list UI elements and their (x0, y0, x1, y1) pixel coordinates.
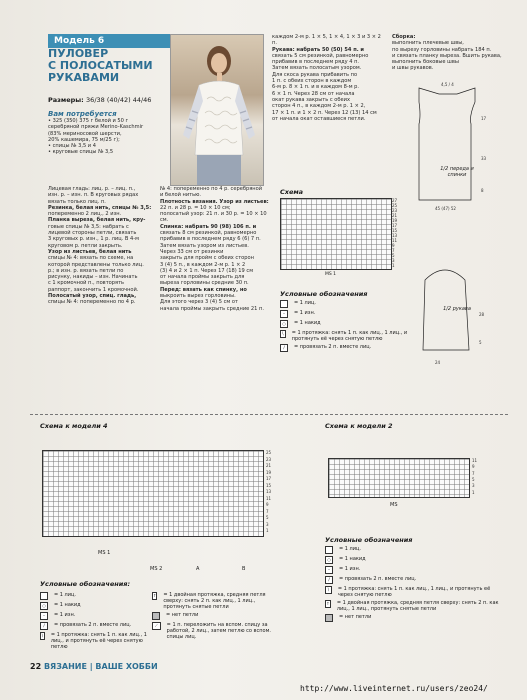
row-number: 25 (266, 450, 272, 455)
legend-text: = 1 изн. (339, 566, 361, 572)
text-line: и белой нитью. (160, 192, 202, 199)
double-decrease-icon: ↑ (153, 593, 157, 598)
text-line: рисунку, накиды – изн. Начинать (48, 274, 138, 281)
legend-item (325, 546, 505, 554)
row-number: 5 (392, 253, 395, 258)
row-number: 7 (472, 470, 475, 476)
materials-line: (83% мериносовой шерсти, (48, 130, 122, 137)
pattern-label-sleeve: 1/2 рукава (443, 306, 471, 312)
legend-text: = 1 протяжка: снять 1 п. как лиц., 1 лиц., и протянуть её через снятую петлю (337, 586, 491, 598)
text-line: лицевой стороны петли, связать (48, 230, 137, 237)
schema-2-label: Схема к модели 2 (325, 422, 393, 430)
text-line: сторон 4 п., в каждом 2-м р. 1 × 2, (272, 103, 366, 110)
legend-item (280, 300, 420, 308)
legend-item (40, 592, 150, 600)
text-line: с 1 кромочной п., повторять (48, 280, 125, 287)
row-number: 17 (266, 476, 272, 481)
text-line: 3 (4) 5 п., в каждом 2-м р. 1 × 2 (160, 261, 246, 268)
row-number: 13 (392, 233, 398, 238)
text-line: выполнить боковые швы (392, 59, 459, 66)
sizes (48, 96, 151, 104)
legend-text: = 1 накид (54, 602, 81, 608)
text-line: № 4: попеременно по 4 р. серебряной (160, 186, 263, 192)
materials-line: серебряной пряжи Merino-Kaschmir (48, 124, 144, 131)
no-stitch-icon (325, 614, 333, 622)
legend-item (152, 592, 280, 610)
legend-item (325, 600, 505, 612)
slip-decrease-icon: \ (41, 633, 44, 638)
materials-line: • круговые спицы № 3,5 (48, 149, 114, 156)
text-line: Для этого через 3 (4) 5 см от (160, 299, 238, 306)
text-line: 3 круговых р. изн., 1 р. лиц. В 4-м (48, 236, 139, 243)
svg-text:4,5 / 4: 4,5 / 4 (441, 82, 454, 87)
text-line: Планка выреза, белая нить, кру- (48, 217, 146, 224)
text-line: р.; в изн. р. вязать петли по (48, 267, 124, 274)
svg-text:8: 8 (481, 188, 484, 193)
legend-item (325, 614, 505, 622)
knit-two-together-icon: / (280, 344, 288, 352)
knit-two-together-icon: / (325, 576, 333, 584)
title-line-1: ПУЛОВЕР (48, 47, 109, 60)
materials-lines (48, 118, 168, 156)
legend-item (325, 586, 505, 598)
schema-top-label: Схема (280, 188, 304, 196)
legend-text: = 1 изн. (54, 612, 76, 618)
row-number: 19 (392, 218, 398, 223)
schema-4-grid (42, 450, 264, 537)
text-line: Перед: вязать как спинку, но (160, 286, 247, 293)
text-line: от начала окат оставшиеся петли. (272, 115, 366, 122)
legend-item (40, 602, 150, 610)
text-line: попеременно 2 лиц., 2 изн. (48, 211, 122, 218)
row-number: 7 (266, 508, 269, 514)
text-line: и швы рукавов. (392, 65, 434, 72)
slip-decrease-icon: \ (325, 586, 332, 594)
row-number: 11 (472, 458, 478, 463)
text-column-middle (160, 186, 270, 312)
schema-4-a: A (196, 566, 200, 572)
text-line: 6-м р. 8 × 1 п. и в каждом 8-м р. (272, 84, 360, 91)
legend-text: = 1 накид (339, 556, 366, 562)
row-number: 9 (472, 464, 475, 470)
legend-item (325, 556, 505, 564)
row-number: 21 (392, 213, 398, 218)
text-line: 17 × 1 п. и 1 × 2 п. Через 12 (13) 14 см (272, 109, 377, 116)
row-number: 25 (392, 203, 398, 208)
section-divider (30, 414, 508, 415)
model-photo (170, 34, 264, 186)
schema-4-ms1: MS 1 (98, 550, 111, 556)
row-number: 27 (392, 198, 398, 203)
legend-2-heading: Условные обозначения (325, 536, 413, 544)
magazine-name: ВЯЗАНИЕ | ВАШЕ ХОББИ (43, 662, 158, 671)
title-line-3: РУКАВАМИ (48, 71, 120, 84)
legend-text: = провязать 2 п. вместе лиц. (339, 576, 417, 582)
no-stitch-icon (152, 612, 160, 620)
legend-text: = провязать 2 п. вместе лиц. (54, 622, 132, 628)
svg-text:28: 28 (479, 312, 485, 317)
cable-icon: ⟋ (152, 622, 161, 630)
row-number: 5 (266, 515, 269, 520)
row-number: 11 (392, 238, 398, 243)
row-number: 3 (472, 483, 475, 489)
text-line: Плотность вязания. Узор из листьев: (160, 198, 269, 205)
text-line: выполнить плечевые швы, (392, 40, 464, 47)
purl-icon: – (280, 310, 288, 318)
text-line: по вырезу горловины набрать 184 п. (392, 46, 492, 53)
row-number: 1 (266, 528, 269, 533)
legend-text: = 1 п. переложить на вспом. спицу за работой, 2 лиц., затем петлю со вспом. спицы лиц. (166, 622, 271, 640)
row-number: 1 (392, 263, 395, 268)
legend-text: = 1 накид (294, 320, 321, 326)
legend-item (40, 632, 150, 650)
knit-icon (40, 592, 48, 600)
legend-top (280, 290, 420, 354)
pattern-label-front-back: 1/2 переда и спинки (440, 166, 474, 178)
text-line: (3) 4 и 2 × 1 п. Через 17 (18) 19 см (160, 267, 254, 274)
text-line: спицы № 4: вязать по схеме, на (48, 255, 134, 262)
page-number: 22 (30, 662, 42, 671)
row-number: 19 (266, 469, 272, 475)
legend-text: = 1 двойная протяжка, средняя петля сверху: снять 2 п. как лиц., 1 лиц., протянуть снятые петли (336, 600, 499, 612)
legend-item (280, 344, 420, 352)
legend-2 (325, 536, 505, 624)
text-line: спицы № 4: попеременно по 4 р. (48, 299, 136, 306)
text-line: Через 33 см от резинки (160, 248, 224, 255)
legend-text: = 1 протяжка: снять 1 п. как лиц., 1 лиц., и протянуть её через снятую петлю (291, 330, 408, 342)
text-line: 6 × 1 п. Через 28 см от начала (272, 90, 355, 97)
text-line: и связать планку выреза. Вшить рукава, (392, 52, 502, 59)
legend-text: = провязать 2 п. вместе лиц. (294, 344, 372, 350)
legend-text: = 1 лиц. (339, 546, 361, 552)
schema-top-ms: MS 1 (325, 272, 337, 277)
svg-text:33: 33 (481, 156, 487, 161)
legend-text: = нет петли (166, 612, 199, 618)
text-line: Затем вязать узором из листьев. (160, 242, 249, 249)
text-line: выкроить вырез горловины. (160, 293, 236, 300)
legend-item (40, 622, 150, 630)
row-number: 3 (266, 521, 269, 527)
materials-line: 20% кашемира, 75 м/25 г); (48, 136, 120, 143)
schema-4-label: Схема к модели 4 (40, 422, 108, 430)
text-line: от начала проймы закрыть для (160, 274, 245, 281)
text-line: 22 п. и 28 р. = 10 × 10 см; (160, 204, 231, 211)
svg-text:5: 5 (479, 340, 482, 345)
text-line: каждом 2-м р. 1 × 5, 1 × 4, 1 × 3 и 3 × 2 п. (272, 34, 381, 47)
text-line: раппорт, закончить 1 кромочной. (48, 286, 139, 293)
purl-icon: – (325, 566, 333, 574)
text-line: Для скоса рукава прибавить по (272, 71, 358, 78)
text-line: изн. р. – изн. п. В круговых рядах (48, 192, 139, 199)
knit-icon (280, 300, 288, 308)
text-line: Резинка, белая нить, спицы № 3,5: (48, 204, 152, 211)
title-line-2: С ПОЛОСАТЫМИ (48, 59, 153, 72)
row-number: 23 (392, 208, 398, 213)
assembly-heading: Сборка: (392, 34, 416, 40)
text-line: Затем вязать полосатым узором. (272, 65, 362, 72)
schema-4-ms2: MS 2 (150, 566, 163, 572)
sizes-value: 36/38 (40/42) 44/46 (86, 96, 152, 104)
row-number: 9 (392, 243, 395, 248)
row-number: 5 (472, 476, 475, 482)
text-line: полосатый узор: 21 п. и 30 р. = 10 × 10 см. (160, 211, 267, 224)
legend-item (280, 320, 420, 328)
text-line: Лицевая гладь: лиц. р. – лиц. п., (48, 186, 136, 192)
title-block (48, 48, 158, 84)
legend-item (280, 330, 420, 342)
text-line: связать 8 см резинкой, равномерно (160, 230, 257, 237)
legend-item (325, 566, 505, 574)
text-line: прибавив в последнем ряду 4 п. (272, 59, 360, 66)
legend-text: = 1 двойная протяжка, средняя петля сверху: снять 2 п. как лиц., 1 лиц., протянуть снятые петли (163, 592, 266, 610)
text-line: круговом р. петли закрыть. (48, 242, 123, 249)
legend-top-heading: Условные обозначения (280, 290, 368, 298)
text-line: Узор из листьев, белая нить (48, 248, 132, 255)
knit-icon (325, 546, 333, 554)
double-decrease-icon: ↑ (326, 601, 330, 606)
text-column-right (272, 34, 384, 122)
yarn-over-icon: ○ (325, 556, 333, 564)
legend-item (40, 612, 150, 620)
row-number: 15 (266, 482, 272, 488)
legend-4-heading: Условные обозначения: (40, 580, 131, 588)
yarn-over-icon: ○ (280, 320, 288, 328)
legend-item (280, 310, 420, 318)
row-number: 17 (392, 223, 398, 228)
svg-text:45 (47) 52: 45 (47) 52 (435, 206, 456, 211)
legend-item (152, 612, 280, 620)
text-line: Полосатый узор, спиц. гладь, (48, 293, 137, 300)
model-figure-icon (171, 35, 263, 185)
schema-4-b: B (242, 566, 246, 572)
text-line: прибавив в последнем ряду 6 (6) 7 п. (160, 236, 261, 243)
row-number: 23 (266, 456, 272, 462)
assembly-block (392, 34, 504, 72)
sizes-label: Размеры: (48, 96, 84, 104)
row-number: 9 (266, 502, 269, 507)
knit-two-together-icon: / (40, 622, 48, 630)
legend-item (152, 622, 280, 640)
row-number: 11 (266, 495, 272, 501)
row-number: 15 (392, 228, 398, 233)
text-line: окат рукава закрыть с обеих (272, 96, 350, 103)
legend-text: = нет петли (339, 614, 372, 620)
source-url: http://www.liveinternet.ru/users/zeo24/ (300, 684, 488, 693)
row-number: 1 (472, 489, 475, 495)
legend-4 (40, 580, 280, 588)
slip-decrease-icon: \ (280, 330, 286, 338)
text-line: закрыть для пройм с обеих сторон (160, 255, 254, 262)
row-number: 21 (266, 463, 272, 468)
svg-text:24: 24 (435, 360, 441, 365)
text-line: вязать только лиц. п. (48, 198, 106, 205)
legend-text: = 1 лиц. (294, 300, 316, 306)
row-number: 7 (392, 248, 395, 253)
purl-icon: – (40, 612, 48, 620)
row-number: 3 (392, 258, 395, 263)
legend-4-col-2 (152, 590, 280, 642)
text-line: 1 п. с обеих сторон в каждом (272, 78, 352, 85)
yarn-over-icon: ○ (40, 602, 48, 610)
text-line: Рукава: набрать 50 (50) 54 п. и (272, 46, 365, 53)
text-line: начала проймы закрыть средние 21 п. (160, 305, 264, 312)
model-header: Модель 6 (48, 34, 172, 48)
legend-4-col-1 (40, 590, 150, 652)
footer-left (30, 662, 158, 671)
text-line: Спинка: набрать 90 (98) 106 п. и (160, 223, 257, 230)
text-line: говые спицы № 3,5: набрать с (48, 223, 129, 230)
schema-2-grid (328, 458, 470, 498)
legend-text: = 1 изн. (294, 310, 316, 316)
svg-text:17: 17 (481, 116, 487, 121)
text-line: выреза горловины средние 30 п. (160, 280, 249, 287)
text-line: которой представлены только лиц. (48, 261, 144, 268)
schema-top-grid (280, 198, 392, 270)
text-column-left (48, 186, 156, 306)
legend-text: = 1 лиц. (54, 592, 76, 598)
legend-item (325, 576, 505, 584)
materials-line: • спицы № 3,5 и 4 (48, 143, 96, 150)
materials-block (48, 110, 168, 156)
row-number: 13 (266, 489, 272, 494)
text-line: связать 5 см резинкой, равномерно (272, 52, 369, 59)
materials-line: • 325 (350) 375 г белой и 50 г (48, 118, 129, 124)
legend-text: = 1 протяжка: снять 1 п. как лиц., 1 лиц., и протянуть её через снятую петлю (50, 632, 147, 650)
schema-2-ms: MS (390, 502, 398, 508)
materials-heading: Вам потребуется (48, 110, 117, 118)
